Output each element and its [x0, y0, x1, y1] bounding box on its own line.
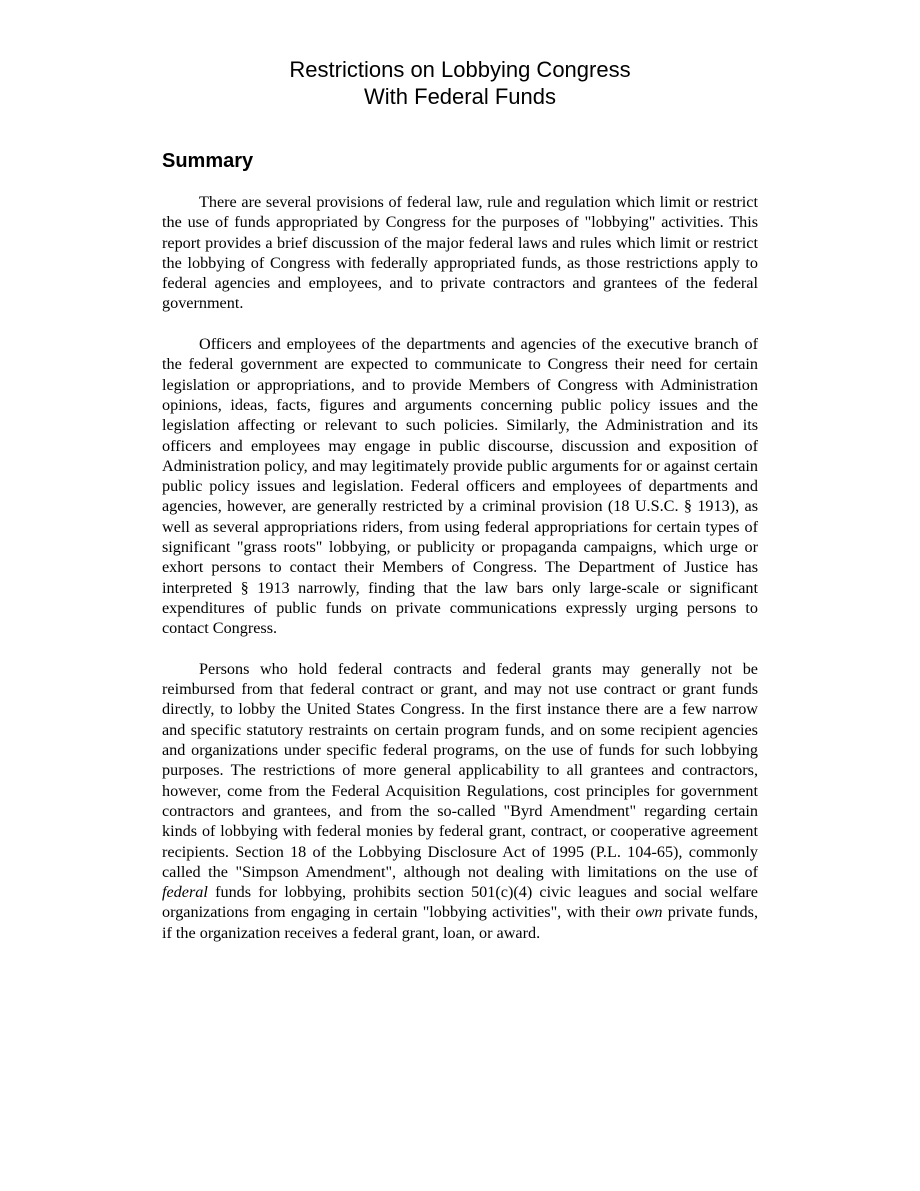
paragraph-3-italic-federal: federal [162, 883, 208, 902]
summary-paragraph-2: Officers and employees of the departments and agencies of the executive branch of the federal government are expected to communicate to Congress their need for certain legislation or appropriations, and to provide Members of Congress with Administration opinions, ideas, facts, figures and arguments concerning public policy issues and the legislation affecting or relevant to such policies. Similarly, the Administration and its officers and employees may engage in public discourse, discussion and exposition of Administration policy, and may legitimately provide public arguments for or against certain public policy issues and legislation. Federal officers and employees of departments and agencies, however, are generally restricted by a criminal provision (18 U.S.C. § 1913), as well as several appropriations riders, from using federal appropriations for certain types of significant "grass roots" lobbying, or publicity or propaganda campaigns, which urge or exhort persons to contact their Members of Congress. The Department of Justice has interpreted § 1913 narrowly, finding that the law bars only large-scale or significant expenditures of public funds on private communications expressly urging persons to contact Congress. [162, 335, 758, 638]
paragraph-3-text-part-3: private funds, if the organization receives a federal grant, loan, or award. [162, 903, 758, 942]
paragraph-3-text-part-2: funds for lobbying, prohibits section 501(c)(4) civic leagues and social welfare organizations from engaging in certain "lobbying activities", with their [162, 883, 758, 922]
summary-paragraph-1: There are several provisions of federal law, rule and regulation which limit or restrict the use of funds appropriated by Congress for the purposes of "lobbying" activities. This report provides a brief discussion of the major federal laws and rules which limit or restrict the lobbying of Congress with federally appropriated funds, as those restrictions apply to federal agencies and employees, and to private contractors and grantees of the federal government. [162, 193, 758, 313]
paragraph-3-italic-own: own [635, 903, 663, 922]
document-page [162, 56, 758, 943]
title-line-1: Restrictions on Lobbying Congress [289, 57, 631, 82]
summary-paragraph-3 [162, 659, 758, 943]
section-heading-summary: Summary [162, 150, 254, 172]
document-title [162, 56, 758, 110]
paragraph-3-text-part-1: Persons who hold federal contracts and federal grants may generally not be reimbursed from that federal contract or grant, and may not use contract or grant funds directly, to lobby the United States Congress. In the first instance there are a few narrow and specific statutory restraints on certain program funds, and on some recipient agencies and organizations under specific federal programs, on the use of funds for such lobbying purposes. The restrictions of more general applicability to all grantees and contractors, however, come from the Federal Acquisition Regulations, cost principles for government contractors and grantees, and from the so-called "Byrd Amendment" regarding certain kinds of lobbying with federal monies by federal grant, contract, or cooperative agreement recipients. Section 18 of the Lobbying Disclosure Act of 1995 (P.L. 104-65), commonly called the "Simpson Amendment", although not dealing with limitations on the use of [162, 659, 758, 881]
title-line-2: With Federal Funds [364, 84, 556, 109]
